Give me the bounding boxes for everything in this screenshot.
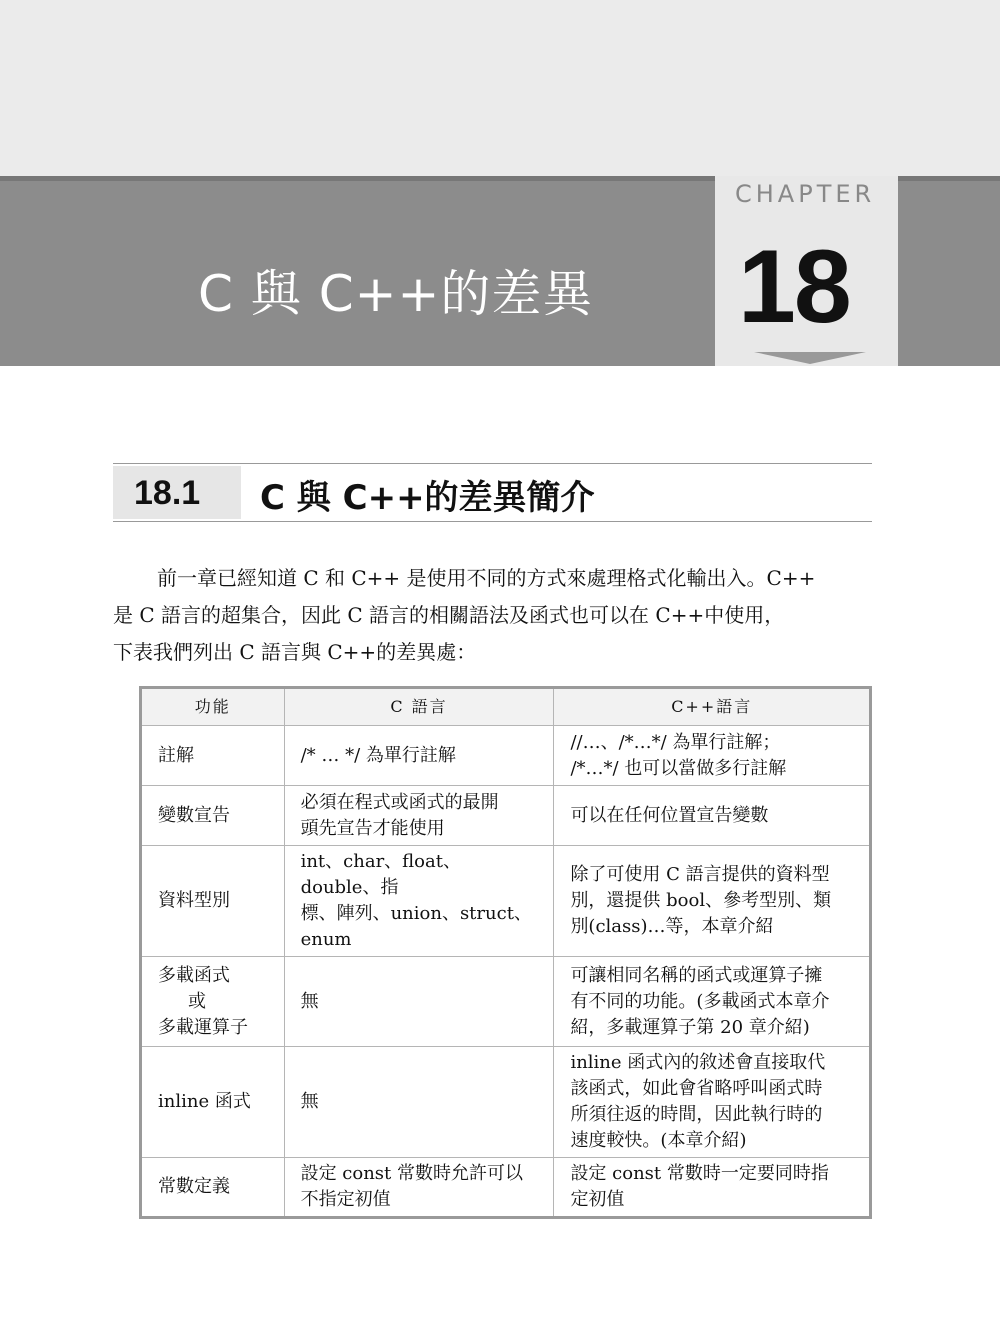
c-cell: [284, 1047, 554, 1158]
cell-line: 可以在任何位置宣告變數: [570, 804, 769, 826]
header-cpp: C++語言: [554, 688, 871, 726]
header-band: [0, 0, 1000, 176]
cell-line: inline 函式: [158, 1091, 251, 1112]
cell-line: 別(class)…等，本章介紹: [570, 916, 774, 937]
cell-line: 設定 const 常數時允許可以: [300, 1163, 524, 1184]
cell-line: 多載函式: [158, 964, 230, 986]
cell-line: 或: [188, 990, 206, 1012]
header-c: C 語言: [284, 688, 554, 726]
cell-line: 頭先宣告才能使用: [300, 817, 445, 839]
c-cell: [284, 1158, 554, 1218]
cell-line: /*…*/ 也可以當做多行註解: [570, 757, 787, 779]
cell-line: 資料型別: [158, 890, 230, 911]
cell-line: 無: [300, 990, 319, 1012]
table-row: [141, 1047, 871, 1158]
intro-line-3: 下表我們列出 C 語言與 C++的差異處：: [113, 640, 477, 664]
feature-cell: [141, 786, 285, 846]
cell-line: 速度較快。(本章介紹): [570, 1130, 747, 1151]
cell-line: 必須在程式或函式的最開: [300, 791, 499, 813]
cpp-cell: [554, 1158, 871, 1218]
c-cell: [284, 726, 554, 786]
section-number: 18.1: [134, 474, 201, 512]
table-row: [141, 846, 871, 957]
feature-cell: [141, 726, 285, 786]
table-header-row: [141, 688, 871, 726]
cell-line: 標、陣列、union、struct、: [300, 903, 532, 924]
cell-line: 可讓相同名稱的函式或運算子擁: [570, 964, 823, 986]
cell-line: /* … */ 為單行註解: [300, 744, 456, 766]
cell-line: 定初值: [570, 1189, 625, 1210]
c-cell: [284, 786, 554, 846]
table-row: [141, 1158, 871, 1218]
cell-line: enum: [300, 929, 352, 950]
feature-cell: [141, 957, 285, 1047]
cell-line: //…、/*…*/ 為單行註解；: [570, 731, 781, 753]
section-rule-bottom: [113, 521, 872, 522]
comparison-table-wrapper: [139, 686, 872, 1219]
chapter-number: 18: [738, 229, 850, 345]
cell-line: 變數宣告: [158, 804, 230, 826]
cell-line: 常數定義: [158, 1176, 230, 1197]
table-row: [141, 786, 871, 846]
section-title: C 與 C++的差異簡介: [260, 478, 595, 518]
cell-line: 不指定初值: [300, 1189, 391, 1210]
feature-cell: [141, 1047, 285, 1158]
cpp-cell: [554, 1047, 871, 1158]
cpp-cell: [554, 957, 871, 1047]
cpp-cell: [554, 846, 871, 957]
intro-line-2: 是 C 語言的超集合，因此 C 語言的相關語法及函式也可以在 C++中使用，: [113, 603, 785, 627]
feature-cell: [141, 1158, 285, 1218]
cell-line: 除了可使用 C 語言提供的資料型: [570, 864, 830, 885]
chapter-label: CHAPTER: [735, 180, 876, 208]
cell-line: 多載運算子: [158, 1016, 248, 1038]
c-cell: [284, 846, 554, 957]
cpp-cell: [554, 786, 871, 846]
comparison-table: [139, 686, 872, 1219]
table-row: [141, 957, 871, 1047]
chapter-arrow-icon: [754, 352, 866, 364]
header-feature: 功能: [141, 688, 285, 726]
cell-line: inline 函式內的敘述會直接取代: [570, 1052, 826, 1073]
cell-line: 該函式，如此會省略呼叫函式時: [570, 1078, 823, 1099]
cell-line: int、char、float、double、指: [300, 851, 461, 898]
cell-line: 有不同的功能。(多載函式本章介: [570, 990, 830, 1012]
cpp-cell: [554, 726, 871, 786]
feature-cell: [141, 846, 285, 957]
c-cell: [284, 957, 554, 1047]
table-row: [141, 726, 871, 786]
cell-line: 設定 const 常數時一定要同時指: [570, 1163, 829, 1184]
cell-line: 紹，多載運算子第 20 章介紹): [570, 1016, 810, 1038]
cell-line: 所須往返的時間，因此執行時的: [570, 1104, 823, 1125]
cell-line: 無: [300, 1091, 319, 1112]
cell-line: 註解: [158, 744, 194, 766]
intro-line-1: 前一章已經知道 C 和 C++ 是使用不同的方式來處理格式化輸出入。C++: [157, 566, 816, 590]
chapter-title: C 與 C++的差異: [198, 265, 594, 323]
cell-line: 別，還提供 bool、參考型別、類: [570, 890, 832, 911]
section-rule-top: [113, 463, 872, 464]
